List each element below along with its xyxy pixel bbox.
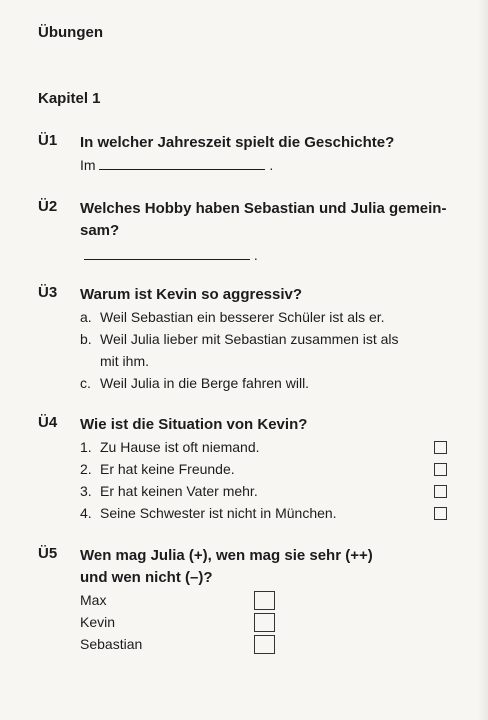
statement-item — [80, 480, 460, 502]
person-row — [80, 611, 460, 633]
item-text: Er hat keine Freunde. — [100, 461, 235, 477]
exercise-number: Ü4 — [38, 414, 58, 431]
statement-item — [80, 502, 460, 524]
answer-blank[interactable] — [84, 245, 250, 260]
choice-option[interactable] — [80, 328, 460, 372]
item-number: 1. — [80, 439, 92, 455]
answer-prefix: Im — [80, 157, 96, 173]
option-label: c. — [80, 375, 91, 391]
statement-item — [80, 436, 460, 458]
answer-blank[interactable] — [99, 155, 265, 170]
choice-option[interactable] — [80, 372, 460, 394]
person-name: Sebastian — [80, 636, 143, 652]
statement-item — [80, 458, 460, 480]
rating-box[interactable] — [254, 635, 275, 654]
checkbox[interactable] — [434, 463, 447, 476]
exercise-number: Ü3 — [38, 284, 58, 301]
option-label: a. — [80, 309, 92, 325]
exercise-question: Wie ist die Situation von Kevin? — [80, 416, 308, 433]
item-number: 4. — [80, 505, 92, 521]
option-text: Weil Julia in die Berge fahren will. — [100, 375, 310, 391]
rating-box[interactable] — [254, 613, 275, 632]
rating-box[interactable] — [254, 591, 275, 610]
exercise-question: In welcher Jahreszeit spielt die Geschichte? — [80, 134, 395, 151]
person-row — [80, 633, 460, 655]
person-name: Kevin — [80, 614, 116, 630]
answer-suffix: . — [269, 157, 274, 173]
exercise-number: Ü5 — [38, 545, 58, 562]
page-edge-shadow — [478, 0, 488, 720]
option-label: b. — [80, 331, 92, 347]
person-name: Max — [80, 592, 107, 608]
checkbox[interactable] — [434, 507, 447, 520]
exercise-question-line: Wen mag Julia (+), wen mag sie sehr (++) — [80, 547, 373, 564]
exercise-question: Warum ist Kevin so aggressiv? — [80, 286, 303, 303]
item-number: 3. — [80, 483, 92, 499]
exercise-question-line: sam? — [80, 222, 120, 239]
checkbox[interactable] — [434, 485, 447, 498]
person-row — [80, 589, 460, 611]
option-text: Weil Julia lieber mit Sebastian zusammen ist als — [100, 331, 399, 347]
exercise-question-line: und wen nicht (–)? — [80, 569, 213, 586]
option-text-continued: mit ihm. — [100, 353, 149, 369]
chapter-heading: Kapitel 1 — [38, 90, 101, 107]
item-text: Seine Schwester ist nicht in München. — [100, 505, 337, 521]
choice-option[interactable] — [80, 306, 460, 328]
exercise-question-line: Welches Hobby haben Sebastian und Julia gemein- — [80, 200, 447, 217]
checkbox[interactable] — [434, 441, 447, 454]
exercise-number: Ü2 — [38, 198, 58, 215]
answer-suffix: . — [253, 247, 258, 263]
page-heading: Übungen — [38, 24, 103, 41]
item-text: Zu Hause ist oft niemand. — [100, 439, 260, 455]
item-text: Er hat keinen Vater mehr. — [100, 483, 258, 499]
item-number: 2. — [80, 461, 92, 477]
exercise-number: Ü1 — [38, 132, 58, 149]
option-text: Weil Sebastian ein besserer Schüler ist als er. — [100, 309, 385, 325]
